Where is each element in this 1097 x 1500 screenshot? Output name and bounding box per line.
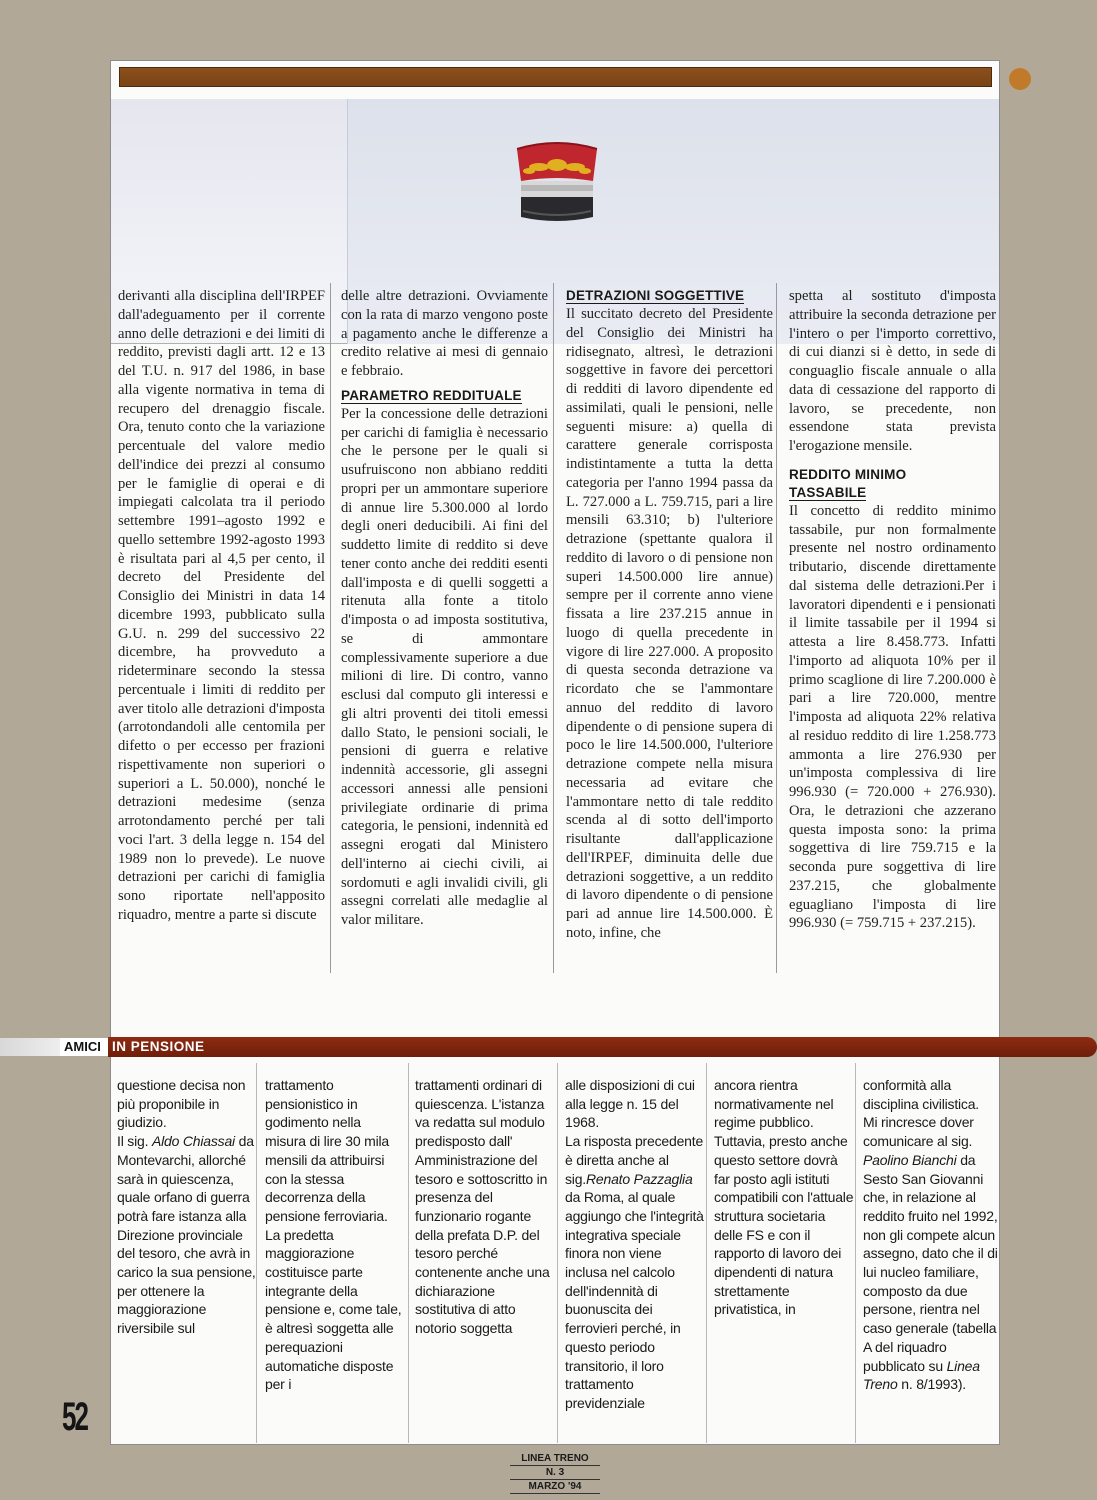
section-label-amici: AMICI <box>60 1038 105 1056</box>
section-heading: REDDITO MINIMO TASSABILE <box>789 466 907 500</box>
footer-date: MARZO '94 <box>510 1480 600 1494</box>
column-rule <box>557 1063 558 1443</box>
reply-paragraph: trattamento pensionistico in godimento nella misura di lire 30 mila mensili da attribuirsi con la stessa decorrenza della pensione ferroviaria. La predetta maggiorazione costituisce parte integrante della pensione e, come tale, è altresì soggetta alle perequazioni automatiche disposte per i <box>265 1077 402 1393</box>
article-paragraph: Il concetto di reddito minimo tassabile, pur non formalmente presente nel nostro ordinamento tributario, discende direttamente dal sistema delle detrazioni.Per i lavoratori dipendenti e i pensionati il limite tassabile per il 1994 si attesta a lire 8.458.773. Infatti l'importo ad aliquota 10% per il primo scaglione di lire 7.200.000 è pari a lire 720.000, mentre l'imposta ad aliquota 22% relativa al residuo reddito di lire 1.258.773 ammonta a lire 276.930 per un'imposta complessiva di lire 996.930 (= 720.000 + 276.930). Ora, le detrazioni che azzerano questa imposta sono: la prima soggettiva di lire 759.715 e la seconda pure soggettiva di lire 237.215, che globalmente eguagliano l'imposta di lire 996.930 (= 759.715 + 237.215). <box>789 502 996 932</box>
person-name: Renato Pazzaglia <box>586 1170 693 1187</box>
reply-column-6 <box>863 1076 1003 1394</box>
railway-cap-icon <box>509 141 605 231</box>
reply-paragraph: questione decisa non più proponibile in giudizio. <box>117 1077 246 1131</box>
article-paragraph: Per la concessione delle detrazioni per carichi di famiglia è necessario che le persone per le quali si usufruiscono non abbiano redditi propri per un ammontare superiore di annue lire 5.300.000 al lordo degli oneri deducibili. Ai fini del suddetto limite di reddito si deve tener conto anche dei redditi esenti dall'imposta e di quelli soggetti a ritenuta alla fonte a titolo d'imposta o ad imposta sostitutiva, se di ammontare complessivamente superiore a due milioni di lire. Di contro, vanno esclusi dal computo gli interessi e gli altri proventi dei titoli emessi dallo Stato, le pensioni sociali, le pensioni di guerra e relative indennità accessorie, gli assegni accessori annessi alle pensioni privilegiate ordinarie di prima categoria, le pensioni, indennità ed assegni erogati dal Ministero dell'interno ai ciechi civili, ai sordomuti e agli invalidi civili, gli assegni correlati alle medaglie al valor militare. <box>341 405 548 928</box>
reply-paragraph: La risposta precedente è diretta anche al sig.Renato Pazzaglia da Roma, al quale aggiungo che l'integrità integrativa speciale finora non viene inclusa nel calcolo dell'indennità di buonuscita dei ferrovieri perché, in questo periodo transitorio, il loro trattamento previdenziale <box>565 1133 704 1411</box>
footer-issue: N. 3 <box>510 1466 600 1480</box>
column-rule <box>855 1063 856 1443</box>
decorative-dot <box>1009 68 1031 90</box>
reply-paragraph: Mi rincresce dover comunicare al sig. Paolino Bianchi da Sesto San Giovanni che, in relazione al reddito fruito nel 1992, non gli compete alcun assegno, dato che il di lui nucleo familiare, composto da due persone, rientra nel caso generale (tabella A del riquadro pubblicato su Linea Treno n. 8/1993). <box>863 1114 998 1393</box>
reply-column-5 <box>714 1076 854 1319</box>
column-rule <box>553 283 554 973</box>
column-rule <box>408 1063 409 1443</box>
article-column-3 <box>566 287 773 943</box>
reply-paragraph: trattamenti ordinari di quiescenza. L'istanza va redatta sul modulo predisposto dall' Amministrazione del tesoro e sottoscritto in presenza del funzionario rogante della prefata D.P. del tesoro perché contenente anche una dichiarazione sostitutiva di atto notorio soggetta <box>415 1077 550 1337</box>
section-label-in-pensione: IN PENSIONE <box>112 1039 205 1054</box>
article-column-4 <box>789 287 996 933</box>
section-heading: PARAMETRO REDDITUALE <box>341 387 522 403</box>
person-name: Aldo Chiassai <box>151 1133 235 1150</box>
article-paragraph: Il succitato decreto del Presidente del Consiglio dei Ministri ha ridisegnato, altresì, le detrazioni soggettive in favore dei percettori di redditi di lavoro dipendente ed assimilati, quali le pensioni, nelle seguenti misure: a) quella di carattere generale corrisposta indistintamente a tutta la detta categoria per l'anno 1994 passa da L. 727.000 a L. 759.715, pari a lire mensili 63.310; b) l'ulteriore detrazione (spettante qualora il reddito di lavoro o di pensione non superi 14.500.000 lire annue) sempre per il corrente anno viene fissata a lire 237.215 annue in luogo di quella precedente in vigore di lire 227.000. A proposito di questa seconda detrazione va ricordato che se l'ammontare annuo del reddito di lavoro dipendente o di pensione supera di poco le lire 14.500.000, l'ulteriore detrazione compete nella misura necessaria ad evitare che l'ammontare netto di tale reddito scenda al di sotto dell'importo risultante dall'applicazione dell'IRPEF, diminuita delle due detrazioni soggettive, a un reddito di lavoro dipendente o di pensione pari ad annue lire 14.500.000. È noto, infine, che <box>566 306 773 941</box>
column-rule <box>330 283 331 973</box>
magazine-name: Linea Treno <box>863 1357 980 1393</box>
reply-paragraph: alle disposizioni di cui alla legge n. 15 del 1968. <box>565 1077 695 1131</box>
reply-column-4 <box>565 1076 705 1413</box>
article-paragraph: derivanti alla disciplina dell'IRPEF dall'adeguamento per il corrente anno delle detrazioni e dei limiti di reddito, previsti dagli artt. 12 e 13 del T.U. n. 917 del 1986, in base alla vigente normativa in tema di recupero del drenaggio fiscale. Ora, tenuto conto che la variazione percentuale del valore medio dell'indice dei prezzi al consumo per le famiglie di operai e di impiegati calcolata tra il periodo settembre 1991–agosto 1992 e quello settembre 1992-agosto 1993 è risultata pari al 4,5 per cento, il decreto del Presidente del Consiglio dei Ministri in data 14 dicembre 1993, pubblicato sulla G.U. n. 299 del successivo 22 dicembre, ha provveduto a rideterminare secondo la stessa percentuale i limiti di reddito per aver titolo alle detrazioni d'imposta (arrotondandoli alle centomila per difetto o per eccesso per frazioni rispettivamente non superiori o superiori a L. 50.000), nonché le detrazioni medesime (senza arrotondamento perché per tali voci l'art. 3 della legge n. 154 del 1989 non lo prevede). Le nuove detrazioni per carichi di famiglia sono riportate nell'apposito riquadro, mentre a parte si discute <box>118 288 325 923</box>
reply-column-2 <box>265 1076 405 1394</box>
article-column-1 <box>118 287 325 925</box>
reply-column-3 <box>415 1076 555 1338</box>
section-heading: DETRAZIONI SOGGETTIVE <box>566 288 745 303</box>
reply-paragraph: ancora rientra normativamente nel regime pubblico. Tuttavia, presto anche questo settore dovrà far posto agli istituti compatibili con l'attuale struttura societaria delle FS e con il rapporto di lavoro dei dipendenti di natura strettamente privatistica, in <box>714 1077 854 1318</box>
section-bar <box>0 1037 1097 1057</box>
article-paragraph: delle altre detrazioni. Ovviamente con la rata di marzo vengono poste a pagamento anche le differenze a credito relative ai mesi di gennaio e febbraio. <box>341 288 548 379</box>
header-band <box>119 67 992 87</box>
page-number: 52 <box>62 1395 88 1439</box>
person-name: Paolino Bianchi <box>863 1151 957 1168</box>
column-rule <box>776 283 777 973</box>
article-column-2 <box>341 287 548 930</box>
footer-title: LINEA TRENO <box>510 1452 600 1466</box>
footer-masthead <box>510 1452 600 1494</box>
reply-paragraph: conformità alla disciplina civilistica. <box>863 1077 979 1112</box>
reply-paragraph: Il sig. Aldo Chiassai da Montevarchi, allorché sarà in quiescenza, quale orfano di guerra potrà fare istanza alla Direzione provinciale del tesoro, che avrà in carico la sua pensione, per ottenere la maggiorazione riversibile sul <box>117 1133 256 1337</box>
article-paragraph: spetta al sostituto d'imposta attribuire la seconda detrazione per l'intero o per l'importo correttivo, di cui dianzi si è detto, in sede di conguaglio fiscale annuale o alla data di cessazione del rapporto di lavoro, se precedente, non essendone stata prevista l'erogazione mensile. <box>789 288 996 454</box>
reply-column-1 <box>117 1076 257 1338</box>
column-rule <box>706 1063 707 1443</box>
